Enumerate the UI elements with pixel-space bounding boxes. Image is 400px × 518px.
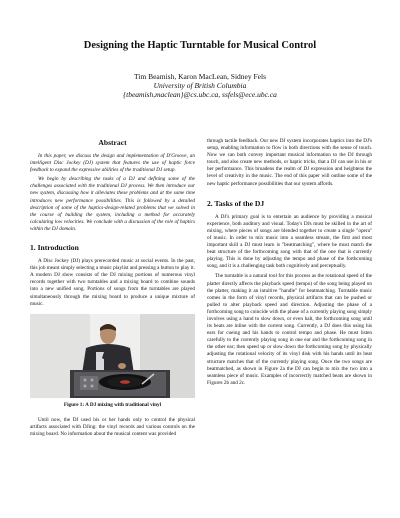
figure-dj-photo	[30, 314, 195, 398]
right-column	[207, 138, 372, 390]
left-column	[30, 138, 195, 441]
abstract-heading: Abstract	[98, 138, 127, 147]
intro-paragraph: Until now, the DJ used his or her hands only to control the physical artifacts associated with DJing: the vinyl records and various controls on the mixing board. No information about the musical content was provided	[30, 416, 195, 437]
abstract-section	[30, 138, 195, 233]
tasks-paragraph: The turntable is a natural tool for this process as the rotational speed of the platter directly affects the playback speed (tempo) of the song being played on the platter, making it an intuitive "handle" for beatmatching. Turntable music comes in the form of vinyl records, physical artifacts that can be pushed or pulled to alter playback speed and direction. Adjusting the phase of a forthcoming song to coincide with the phase of a currently playing song simply involves using a hand to slow down, or even halt, the forthcoming song until its beats are inline with the current song. Currently, a DJ does this using his ears for cueing and his hands to control tempo and phase. He must listen carefully to the currently playing song in one ear and the forthcoming song in the other ear; then speed up or slow down the forthcoming song by physically adjusting the rotational velocity of its vinyl disk with his hands until its beat structure matches that of the currently playing song. Once the two songs are beatmatched, as shown in Figure 2a the DJ can begin to mix the two into a seamless piece of music. Examples of incorrectly matched beats are shown in Figures 2b and 2c.	[207, 273, 372, 386]
affiliation: University of British Columbia	[153, 81, 247, 90]
section-heading-introduction: 1. Introduction	[30, 243, 79, 253]
tasks-paragraph: A DJ's primary goal is to entertain an audience by providing a musical experience, both auditory and visual. Today's DJs must be skilled in the art of mixing, where pieces of songs are blended together to create a single "opera" of music. In order to mix music into a seamless stream, the first and most important skill a DJ must learn is "beatmatching", where he must match the beat structure of the forthcoming song with that of the one that is currently playing. This is done by adjusting the tempo and phase of the forthcoming song, and it is a challenging task both cognitively and perceptually.	[207, 213, 372, 270]
introduction-section	[30, 243, 195, 438]
abstract-paragraph: We begin by describing the tasks of a DJ and defining some of the challenges associated with the traditional DJ process. We then introduce our new system, discussing how it alleviates these problems and at the same time introduces new performance possibilities. This is followed by a detailed description of some of the haptics-design-related problems that we solved in the course of building the system, including a method for accurately calculating low velocities. We conclude with a discussion of the role of haptics within the DJ domain.	[30, 176, 195, 232]
dj-photo-illustration	[30, 314, 195, 398]
intro-paragraph: A Disc Jockey (DJ) plays prerecorded music at social events. In the past, this job meant simply selecting a music playlist and pressing a button to play it. A modern DJ show consists of the DJ mixing portions of numerous vinyl records together with two turntables and a mixing board to combine sounds into a new unified song. Portions of songs from the turntables are played simultaneously through the mixing board to produce a unique mixture of music.	[30, 258, 195, 307]
intro-continued-paragraph: through tactile feedback. Our new DJ system incorporates haptics into the DJ's setup, enabling information to flow in both directions with the sense of touch. Now we can both convey important musical information to the DJ through touch, and also create new methods, or haptic tricks, that a DJ can use in his or her performance. This broadens the realm of DJ expression and heightens the level of creativity in the music. The end of this paper will outline some of the new haptic performance possibilities that our system affords.	[207, 138, 372, 187]
author-emails: {tbeamish,maclean}@cs.ubc.ca, ssfels@ece.ubc.ca	[123, 90, 277, 99]
paper-title: Designing the Haptic Turntable for Musical Control	[83, 40, 317, 51]
figure-caption: Figure 1: A DJ mixing with traditional vinyl	[63, 401, 162, 408]
author-block	[0, 72, 400, 99]
author-names: Tim Beamish, Karon MacLean, Sidney Fels	[133, 72, 266, 81]
abstract-paragraph: In this paper, we discuss the design and implementation of D'Groove, an intelligent Disc Jockey (DJ) system that features the use of haptic force feedback to expand the expressive abilities of the traditional DJ setup.	[30, 153, 195, 174]
section-heading-tasks: 2. Tasks of the DJ	[207, 198, 265, 208]
